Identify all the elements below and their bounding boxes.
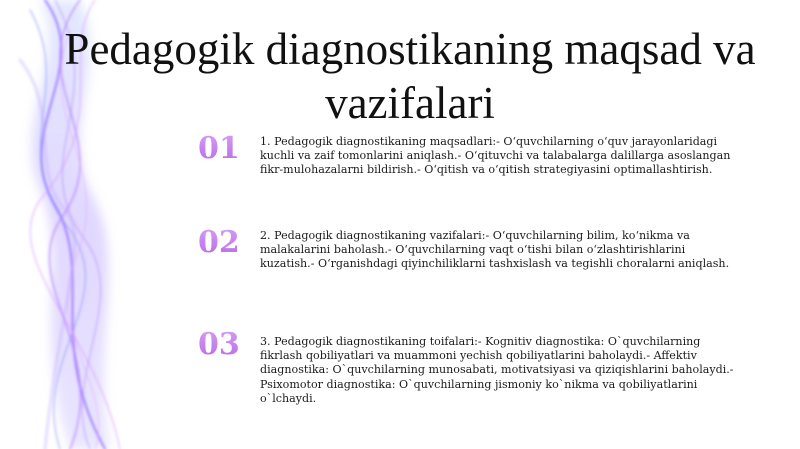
item-number: 03 xyxy=(198,330,246,360)
item-text: 3. Pedagogik diagnostikaning toifalari:- Kognitiv diagnostika: O`quvchilarning fikrlash qobiliyatlari va muammoni yechish qobiliyatlarini baholaydi.- Affektiv diagnostika: O`quvchilarning munosabati, motivatsiyasi va qiziqishlarini baholaydi.- Psixomotor diagnostika: O`quvchilarning jismoniy ko`nikma va qobiliyatlarini o`lchaydi. xyxy=(260,335,734,405)
item-text: 2. Pedagogik diagnostikaning vazifalari:- O‘quvchilarning bilim, ko‘nikma va malakalarini baholash.- O‘quvchilarning vaqt o‘tishi bilan o‘zlashtirishlarini kuzatish.- O‘rganishdagi qiyinchiliklarni tashxislash va tegishli choralarni aniqlash. xyxy=(260,229,730,271)
slide-title: Pedagogik diagnostikaning maqsad va vazifalari xyxy=(64,24,756,128)
item-number: 02 xyxy=(198,228,246,258)
item-number: 01 xyxy=(198,134,246,164)
item-text: 1. Pedagogik diagnostikaning maqsadlari:- O‘quvchilarning o‘quv jarayonlaridagi kuchli va zaif tomonlarini aniqlash.- O‘qituvchi va talabalarga dalillarga asoslangan fikr-mulohazalarni bildirish.- O‘qitish va o‘qitish strategiyasini optimallashtirish. xyxy=(260,135,731,177)
